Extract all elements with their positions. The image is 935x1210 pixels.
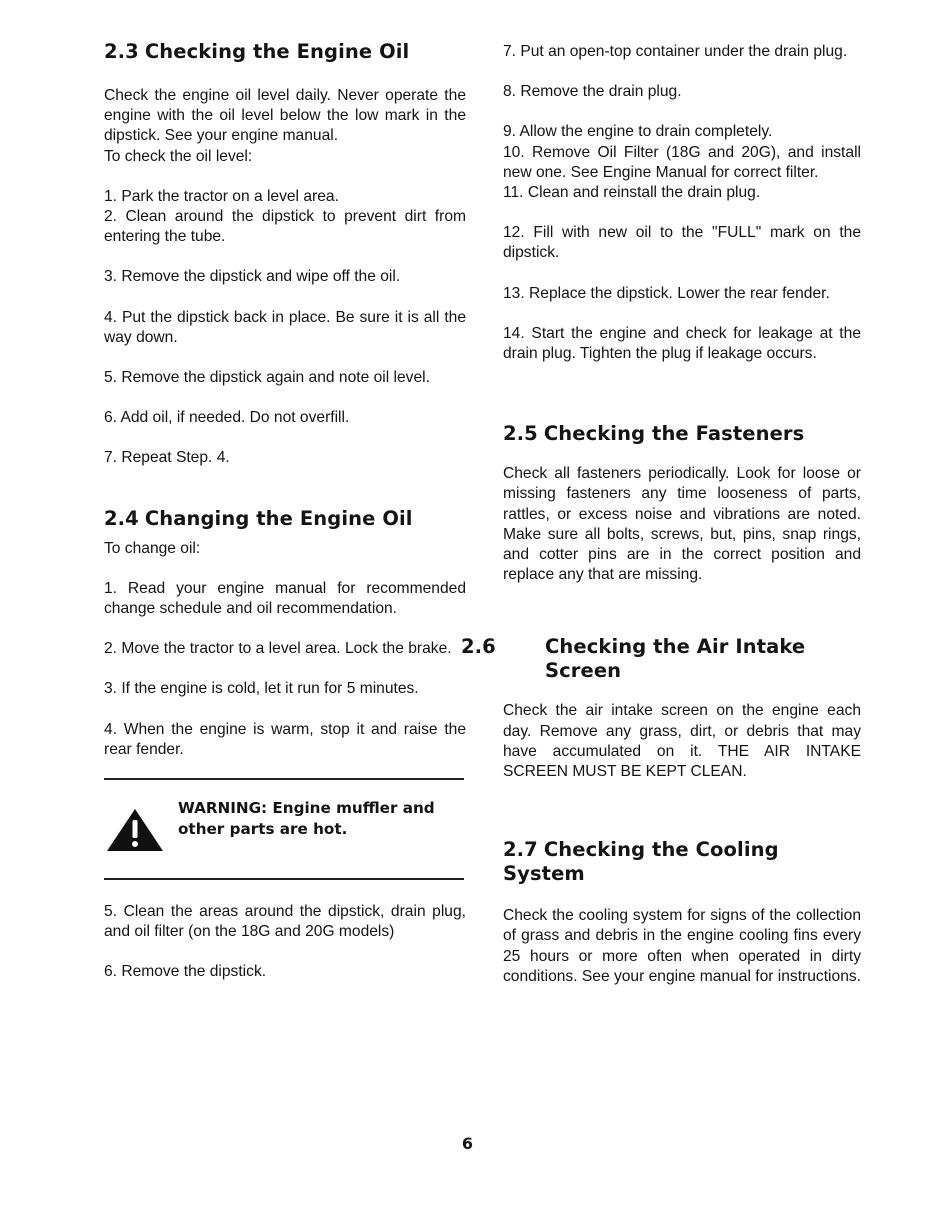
section-number: 2.7 <box>503 838 538 862</box>
section-heading-2-6 <box>461 635 861 683</box>
step-item: 1. Read your engine manual for recommended change schedule and oil recommendation. <box>104 579 466 618</box>
step-item: 14. Start the engine and check for leakage at the drain plug. Tighten the plug if leakage occurs. <box>503 324 861 363</box>
step-item: 7. Repeat Step. 4. <box>104 449 230 467</box>
step-item: 8. Remove the drain plug. <box>503 83 682 101</box>
section-body: Check the air intake screen on the engine each day. Remove any grass, dirt, or debris that may have accumulated on it. THE AIR INTAKE SCREEN MUST BE KEPT CLEAN. <box>503 702 861 781</box>
page-number: 6 <box>461 1134 474 1153</box>
section-body: Check all fasteners periodically. Look for loose or missing fasteners any time looseness of parts, rattles, or excess noise and vibrations are noted. Make sure all bolts, screws, but, pins, snap rings, and cotter pins are in the correct position and replace any that are missing. <box>503 465 861 584</box>
paragraph-lead: To check the oil level: <box>104 147 253 165</box>
step-item: 6. Add oil, if needed. Do not overfill. <box>104 409 350 427</box>
step-item: 4. When the engine is warm, stop it and raise the rear fender. <box>104 720 466 758</box>
step-item: 5. Remove the dipstick again and note oil level. <box>104 369 430 387</box>
section-number: 2.4 <box>104 506 139 530</box>
section-body: Check the cooling system for signs of the collection of grass and debris in the engine cooling fins every 25 hours or more often when operated in dirty conditions. See your engine manual for instructions. <box>503 907 861 985</box>
right-column <box>461 42 861 987</box>
section-title: Checking the Engine Oil <box>144 40 410 63</box>
section-title: Checking the Fasteners <box>543 422 805 446</box>
paragraph-intro: Check the engine oil level daily. Never operate the engine with the oil level below the low mark in the dipstick. See your engine manual. <box>104 87 466 145</box>
step-item: 3. Remove the dipstick and wipe off the oil. <box>104 268 401 286</box>
step-item: 2. Clean around the dipstick to prevent dirt from entering the tube. <box>104 208 466 246</box>
paragraph-lead: To change oil: <box>104 539 201 557</box>
step-item: 3. If the engine is cold, let it run for 5 minutes. <box>104 680 419 698</box>
section-heading-2-5 <box>503 422 861 446</box>
warning-box <box>104 780 466 878</box>
step-item: 1. Park the tractor on a level area. <box>104 187 339 205</box>
section-title: Changing the Engine Oil <box>144 506 413 530</box>
section-title: Checking the Air Intake Screen <box>545 635 806 683</box>
section-heading-2-7 <box>503 838 861 886</box>
left-column <box>104 40 466 983</box>
section-title: Checking the Cooling System <box>503 838 779 886</box>
step-item: 10. Remove Oil Filter (18G and 20G), and install new one. See Engine Manual for correct filter. <box>503 143 861 181</box>
step-item: 4. Put the dipstick back in place. Be sure it is all the way down. <box>104 308 466 346</box>
warning-triangle-icon <box>106 808 164 852</box>
section-number: 2.5 <box>503 422 538 446</box>
step-item: 12. Fill with new oil to the "FULL" mark on the dipstick. <box>503 224 861 262</box>
step-item: 9. Allow the engine to drain completely. <box>503 123 773 141</box>
step-item: 7. Put an open-top container under the drain plug. <box>503 43 848 60</box>
warning-text: WARNING: Engine muffler and other parts are hot. <box>178 799 435 839</box>
section-number: 2.6 <box>461 635 496 659</box>
step-item: 13. Replace the dipstick. Lower the rear fender. <box>503 284 830 302</box>
step-item: 6. Remove the dipstick. <box>104 963 267 981</box>
step-item: 2. Move the tractor to a level area. Lock the brake. <box>104 640 452 658</box>
section-number: 2.3 <box>104 40 139 63</box>
step-item: 11. Clean and reinstall the drain plug. <box>503 184 761 202</box>
section-heading-2-4 <box>104 507 466 531</box>
step-item: 5. Clean the areas around the dipstick, drain plug, and oil filter (on the 18G and 20G models) <box>104 903 466 941</box>
section-heading-2-3 <box>104 40 466 64</box>
